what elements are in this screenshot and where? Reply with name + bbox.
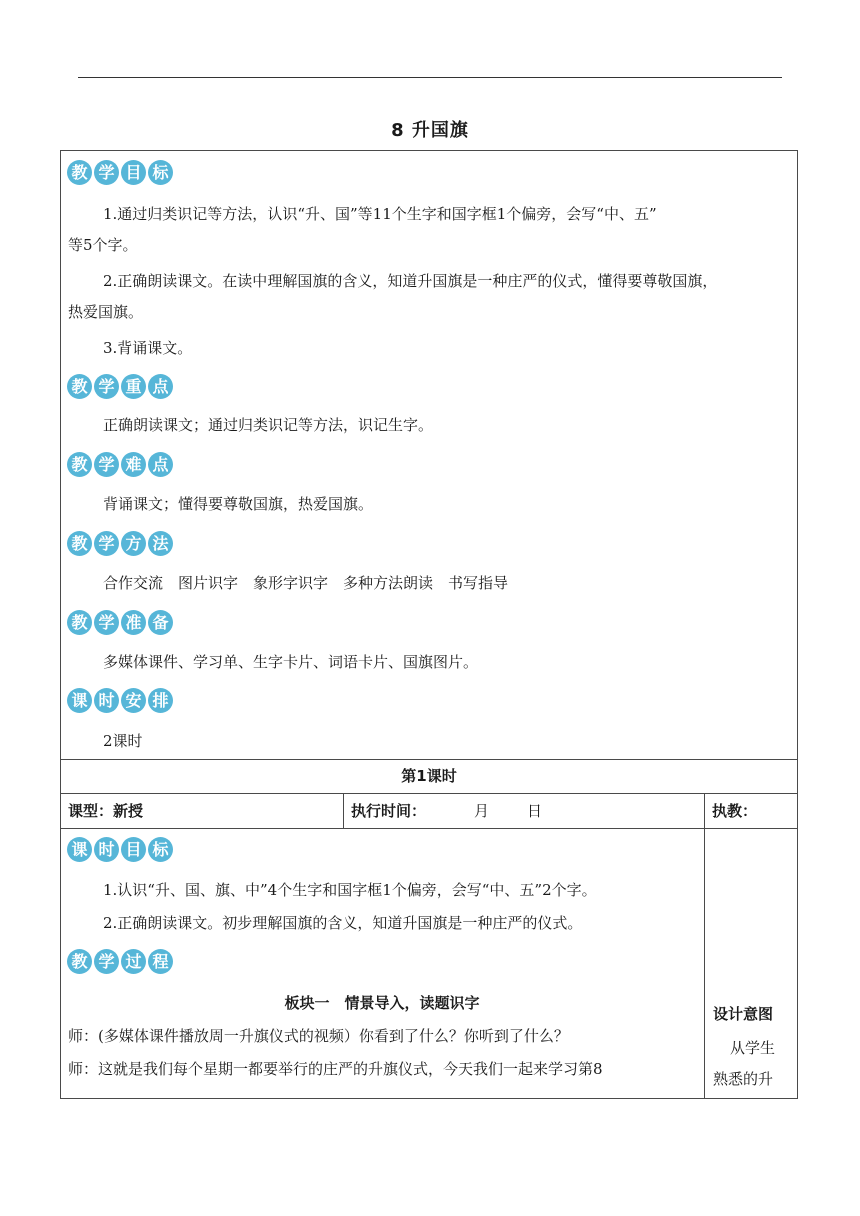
month-label: 月	[474, 802, 490, 820]
badge-char: 教	[67, 610, 92, 635]
badge-char: 学	[94, 452, 119, 477]
teaching-process-badge	[67, 949, 173, 974]
preparation-text: 多媒体课件、学习单、生字卡片、词语卡片、国旗图片。	[103, 653, 479, 671]
goal-line: 3.背诵课文。	[103, 339, 193, 357]
teaching-goals-badge	[67, 160, 173, 185]
badge-char: 学	[94, 160, 119, 185]
badge-char: 重	[121, 374, 146, 399]
badge-char: 时	[94, 688, 119, 713]
preparation-badge	[67, 610, 173, 635]
row-divider	[60, 828, 798, 829]
lesson-goals-badge	[67, 837, 173, 862]
badge-char: 教	[67, 949, 92, 974]
goal-line: 热爱国旗。	[68, 303, 144, 321]
col-divider	[343, 793, 344, 828]
goal-line: 1.通过归类识记等方法，认识“升、国”等11个生字和国字框1个偏旁，会写“中、五”	[103, 205, 657, 223]
badge-char: 目	[121, 160, 146, 185]
badge-char: 目	[121, 837, 146, 862]
block-title: 板块一 情景导入，读题识字	[284, 994, 480, 1012]
lesson-type: 课型：新授	[68, 802, 144, 820]
badge-char: 时	[94, 837, 119, 862]
badge-char: 点	[148, 374, 173, 399]
badge-char: 难	[121, 452, 146, 477]
badge-char: 教	[67, 374, 92, 399]
lesson-header: 第1课时	[401, 767, 457, 785]
row-divider	[60, 793, 798, 794]
badge-char: 过	[121, 949, 146, 974]
teacher-label: 执教：	[712, 802, 758, 820]
lesson-goal-line: 1.认识“升、国、旗、中”4个生字和国字框1个偏旁，会写“中、五”2个字。	[103, 881, 597, 899]
difficulties-badge	[67, 452, 173, 477]
badge-char: 学	[94, 531, 119, 556]
badge-char: 排	[148, 688, 173, 713]
badge-char: 教	[67, 160, 92, 185]
difficulties-text: 背诵课文；懂得要尊敬国旗，热爱国旗。	[103, 495, 374, 513]
execution-time-label: 执行时间：	[351, 802, 427, 820]
badge-char: 教	[67, 531, 92, 556]
design-intent-label: 设计意图	[713, 1005, 774, 1023]
badge-char: 方	[121, 531, 146, 556]
goal-line: 等5个字。	[68, 236, 138, 254]
lesson-goal-line: 2.正确朗读课文。初步理解国旗的含义，知道升国旗是一种庄严的仪式。	[103, 914, 583, 932]
row-divider	[60, 759, 798, 760]
methods-text: 合作交流 图片识字 象形字识字 多种方法朗读 书写指导	[103, 574, 509, 592]
badge-char: 备	[148, 610, 173, 635]
col-divider	[704, 793, 705, 1099]
schedule-text: 2课时	[103, 732, 143, 750]
day-label: 日	[527, 802, 543, 820]
badge-char: 标	[148, 160, 173, 185]
key-points-text: 正确朗读课文；通过归类识记等方法，识记生字。	[103, 416, 434, 434]
header-rule	[78, 77, 782, 78]
methods-badge	[67, 531, 173, 556]
badge-char: 法	[148, 531, 173, 556]
badge-char: 程	[148, 949, 173, 974]
process-line: 师：(多媒体课件播放周一升旗仪式的视频）你看到了什么？你听到了什么？	[68, 1027, 569, 1045]
badge-char: 学	[94, 610, 119, 635]
badge-char: 课	[67, 837, 92, 862]
badge-char: 教	[67, 452, 92, 477]
key-points-badge	[67, 374, 173, 399]
badge-char: 安	[121, 688, 146, 713]
badge-char: 学	[94, 374, 119, 399]
badge-char: 课	[67, 688, 92, 713]
badge-char: 学	[94, 949, 119, 974]
schedule-badge	[67, 688, 173, 713]
badge-char: 点	[148, 452, 173, 477]
badge-char: 准	[121, 610, 146, 635]
process-line: 师：这就是我们每个星期一都要举行的庄严的升旗仪式，今天我们一起来学习第8	[68, 1060, 603, 1078]
badge-char: 标	[148, 837, 173, 862]
design-intent-line: 熟悉的升	[713, 1070, 774, 1088]
goal-line: 2.正确朗读课文。在读中理解国旗的含义，知道升国旗是一种庄严的仪式，懂得要尊敬国旗，	[103, 272, 718, 290]
design-intent-line: 从学生	[730, 1039, 776, 1057]
page-title: 8 升国旗	[391, 120, 469, 141]
